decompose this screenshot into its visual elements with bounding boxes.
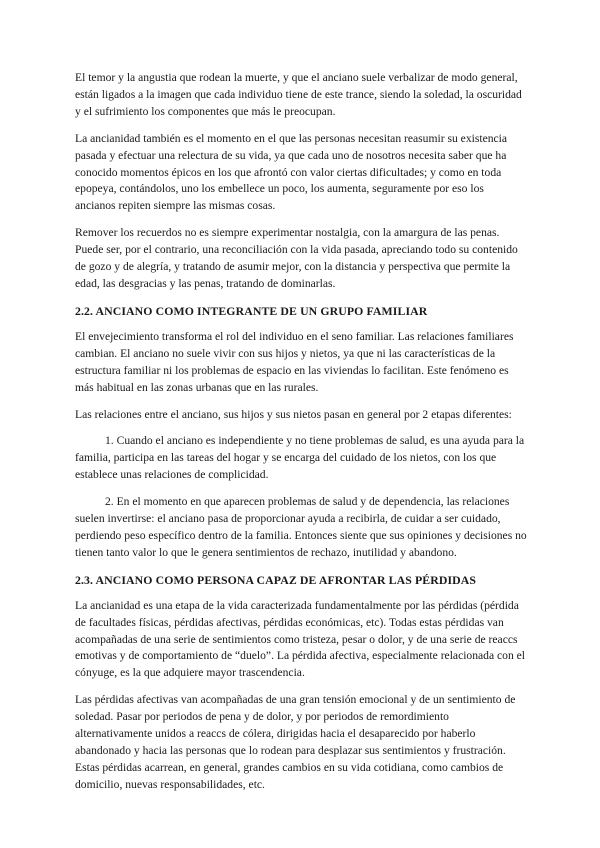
paragraph-memories: Remover los recuerdos no es siempre experimentar nostalgia, con la amargura de las penas. Puede ser, por el contrario, una reconciliación con la vida pasada, apreciando todo su contenido de gozo y de alegría, y tratando de asumir mejor, con la distancia y perspectiva que permite la edad, las desgracias y las penas, tratando de dominarlas. <box>75 226 518 290</box>
paragraph-affective-losses: Las pérdidas afectivas van acompañadas de una gran tensión emocional y de un sentimiento de soledad. Pasar por periodos de pena y de dolor, y por periodos de remordimiento alternativamente unidos a reaccs de cólera, dirigidas hacia el desaparecido por haberlo abandonado y hacia las personas que lo rodean para desplazar sus sentimientos y frustración. Estas pérdidas acarrean, en general, grandes cambios en su vida cotidiana, como cambios de domicilio, nuevas responsabilidades, etc. <box>75 693 516 791</box>
list-item-stage-2: 2. En el momento en que aparecen problemas de salud y de dependencia, las relaciones suelen invertirse: el anciano pasa de proporcionar ayuda a recibirla, de cuidar a ser cuidado, perdiendo peso específico dentro de la familia. Entonces siente que sus opiniones y decisiones no tienen tanto valor lo que le genera sentimientos de rechazo, inutilidad y abandono. <box>75 495 527 559</box>
paragraph-losses: La ancianidad es una etapa de la vida caracterizada fundamentalmente por las pérdidas (pérdida de facultades físicas, pérdidas afectivas, pérdidas económicas, etc). Todas estas pérdidas van acompañadas de una serie de sentimientos como tristeza, pesar o dolor, y de una serie de reaccs emotivas y de comportamiento de “duelo”. La pérdida afectiva, especialmente relacionada con el cónyuge, es la que adquiere mayor trascendencia. <box>75 598 526 680</box>
paragraph-life-review: La ancianidad también es el momento en el que las personas necesitan reasumir su existencia pasada y efectuar una relectura de su vida, ya que cada uno de nosotros necesita saber que ha conocido momentos épicos en los que afrontó con valor ciertas dificultades; y como en toda epopeya, contándolos, uno los embellece un poco, los aumenta, seguramente por eso los ancianos repiten siempre las mismas cosas. <box>75 131 508 213</box>
list-item-stage-1: 1. Cuando el anciano es independiente y no tiene problemas de salud, es una ayuda para la familia, participa en las tareas del hogar y se encarga del cuidado de los nietos, con los que establece unas relaciones de complicidad. <box>75 434 525 482</box>
paragraph-family-role: El envejecimiento transforma el rol del individuo en el seno familiar. Las relaciones familiares cambian. El anciano no suele vivir con sus hijos y nietos, ya que ni las características de la estructura familiar ni los problemas de espacio en las viviendas lo facilitan. Este fenómeno es más habitual en las zonas urbanas que en las rurales. <box>75 329 514 394</box>
paragraph-two-stages: Las relaciones entre el anciano, sus hijos y sus nietos pasan en general por 2 etapas diferentes: <box>75 407 512 421</box>
section-heading-2-2: 2.2. ANCIANO COMO INTEGRANTE DE UN GRUPO FAMILIAR <box>75 303 428 318</box>
paragraph-fear-of-death: El temor y la angustia que rodean la muerte, y que el anciano suele verbalizar de modo general, están ligados a la imagen que cada individuo tiene de este trance, siendo la soledad, la oscuridad y el sufrimiento los componentes que más le preocupan. <box>75 71 522 118</box>
section-heading-2-3: 2.3. ANCIANO COMO PERSONA CAPAZ DE AFRONTAR LAS PÉRDIDAS <box>75 572 477 587</box>
document-page <box>75 70 527 804</box>
